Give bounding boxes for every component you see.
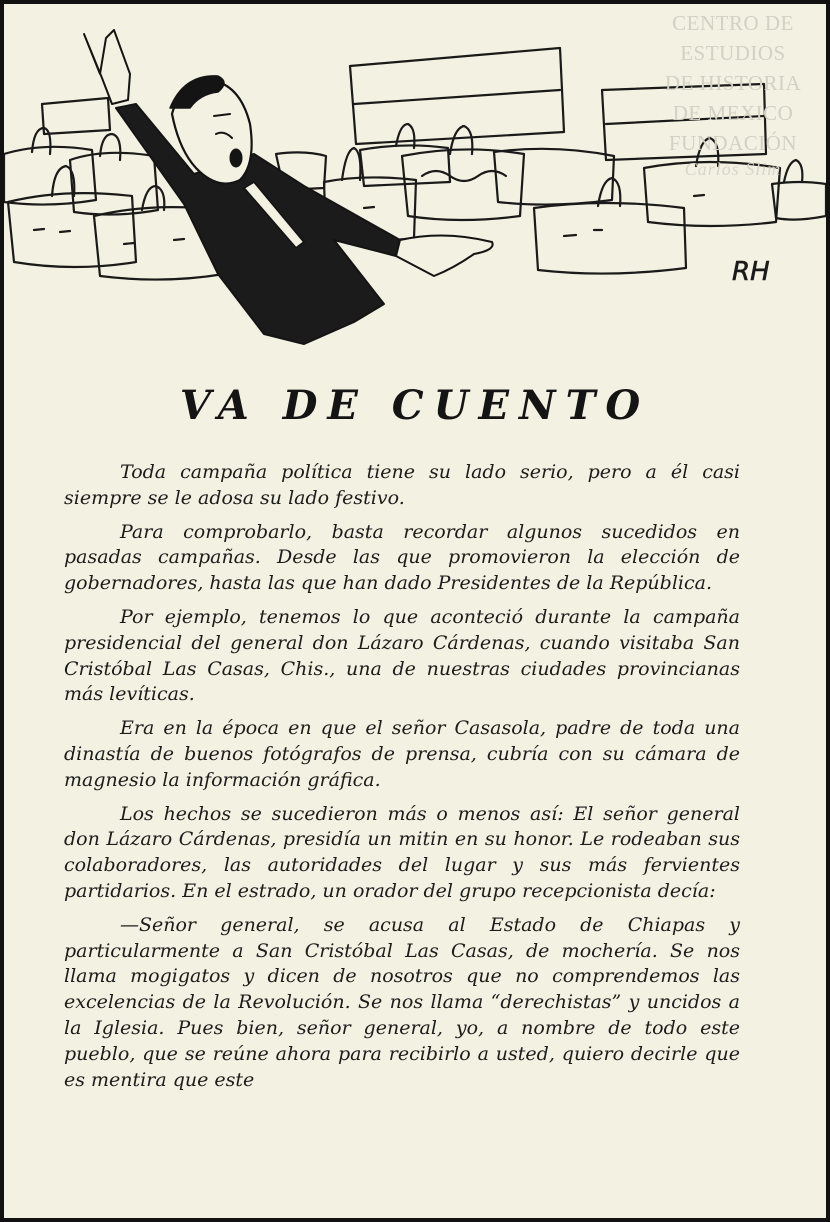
paragraph: Toda campaña política tiene su lado serio, pero a él casi siempre se le adosa su lado festivo. bbox=[64, 461, 740, 509]
watermark-signature: Carlos Slim bbox=[684, 159, 782, 179]
paragraph: Los hechos se sucedieron más o menos así: El señor general don Lázaro Cárdenas, presidía un mitin en su honor. Le rodeaban sus colaboradores, las autoridades del lugar y sus más fervientes partidarios. En el estrado, un orador del grupo recepcionista decía: bbox=[64, 802, 740, 902]
paragraph: Era en la época en que el señor Casasola, padre de toda una dinastía de buenos fotógrafos de prensa, cubría con su cámara de magnesio la información gráfica. bbox=[64, 717, 740, 791]
article-body bbox=[64, 460, 740, 1093]
watermark-line: ESTUDIOS bbox=[680, 41, 786, 65]
document-page bbox=[4, 4, 826, 1218]
archive-watermark bbox=[648, 8, 818, 180]
paragraph: Por ejemplo, tenemos lo que aconteció durante la campaña presidencial del general don Lázaro Cárdenas, cuando visitaba San Cristóbal Las Casas, Chis., una de nuestras ciudades provincianas más levíticas. bbox=[64, 605, 740, 706]
watermark-line: DE MEXICO bbox=[672, 101, 794, 125]
watermark-line: FUNDACIÓN bbox=[668, 131, 798, 155]
watermark-line: DE HISTORIA bbox=[664, 71, 802, 95]
article-title: VA DE CUENTO bbox=[179, 382, 651, 429]
paragraph: Para comprobarlo, basta recordar algunos sucedidos en pasadas campañas. Desde las que promovieron la elección de gobernadores, hasta las que han dado Presidentes de la República. bbox=[64, 520, 740, 595]
paragraph: —Señor general, se acusa al Estado de Chiapas y particularmente a San Cristóbal Las Casas, de mochería. Se nos llama mogigatos y dicen de nosotros que no comprendemos las excelencias de la Revolución. Se nos llama “derechistas” y uncidos a la Iglesia. Pues bien, señor general, yo, a nombre de todo este pueblo, que se reúne ahora para recibirlo a usted, quiero decirle que es mentira que este bbox=[64, 913, 740, 1091]
watermark-line: CENTRO DE bbox=[672, 11, 794, 35]
artist-signature: RH bbox=[732, 257, 770, 287]
